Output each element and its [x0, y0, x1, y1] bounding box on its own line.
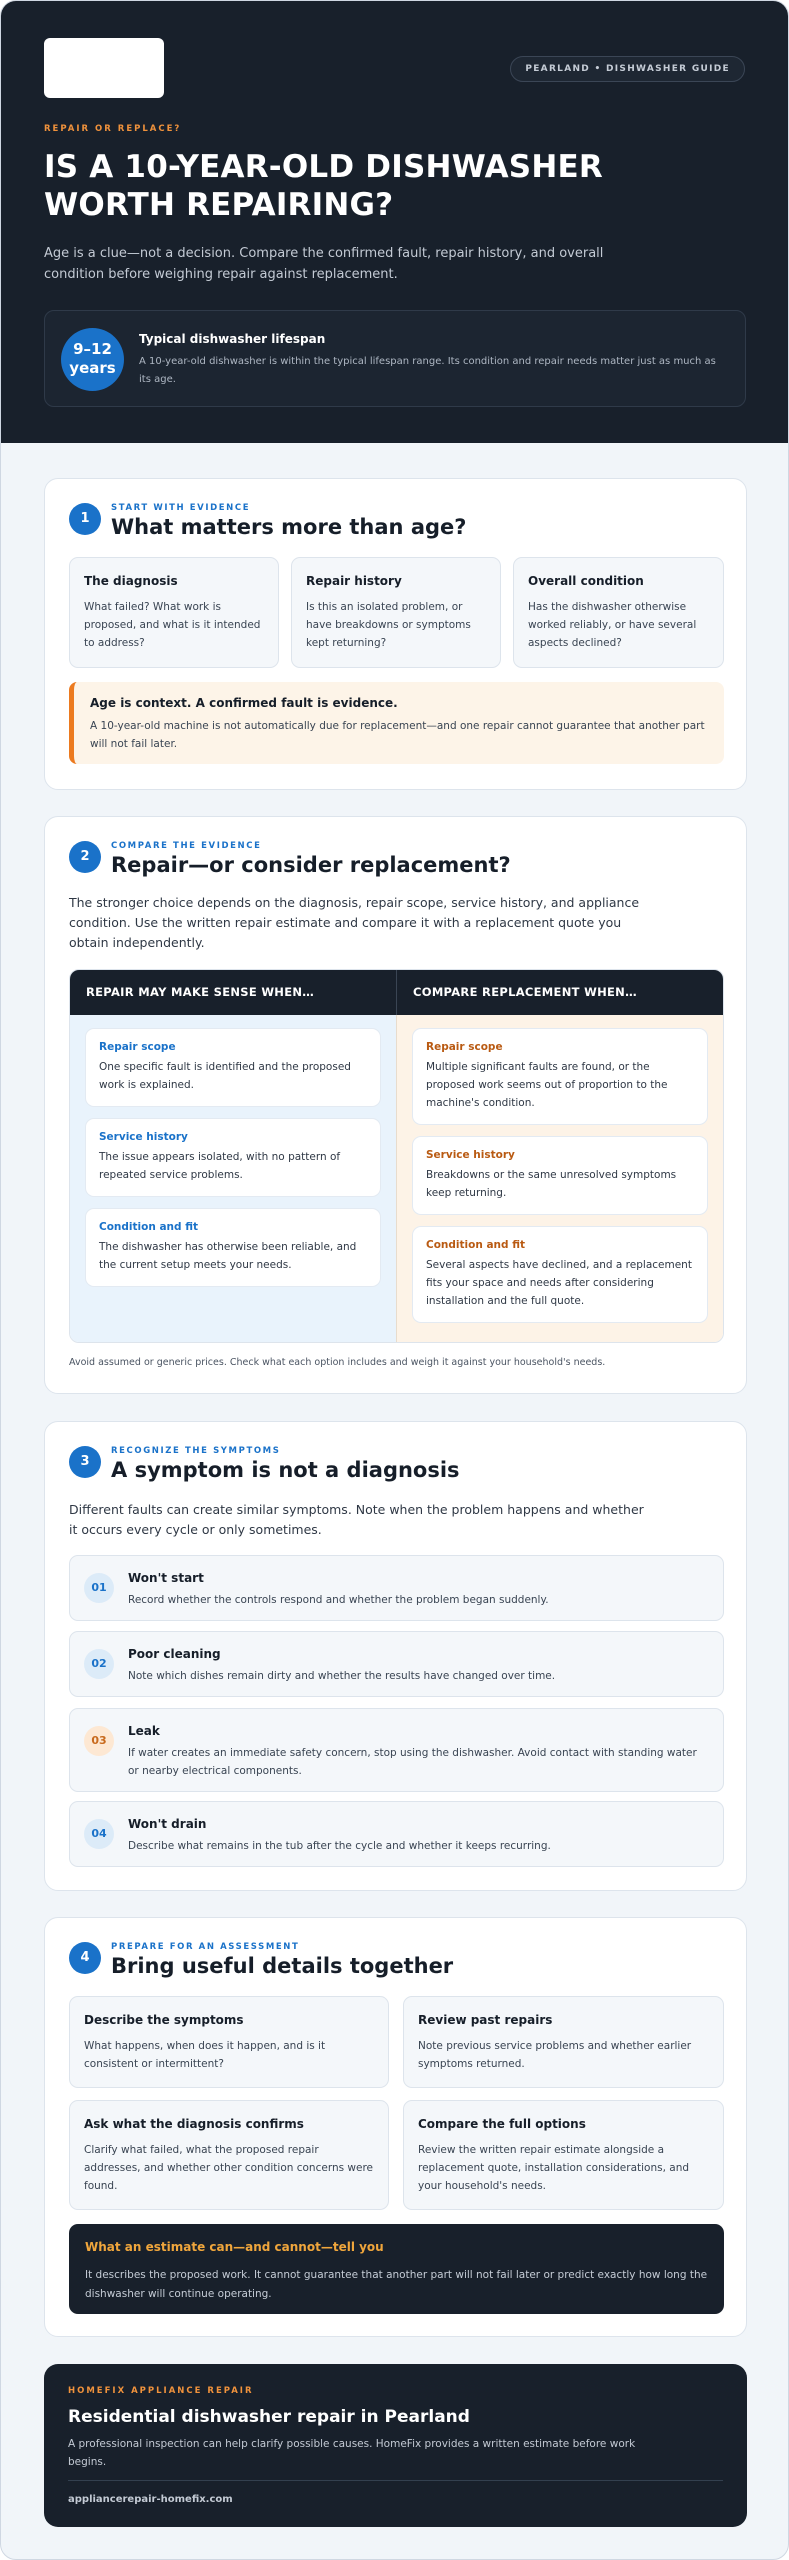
- section-eyebrow: RECOGNIZE THE SYMPTOMS: [111, 1446, 281, 1456]
- symptom-text: Note which dishes remain dirty and whether the results have changed over time.: [128, 1670, 556, 1682]
- compare-table-body: [70, 1015, 723, 1343]
- criterion-text: Breakdowns or the same unresolved symptoms keep returning.: [426, 1169, 677, 1199]
- checklist-card-text: What happens, when does it happen, and is it consistent or intermittent?: [84, 2040, 326, 2070]
- checklist-card-title: Describe the symptoms: [84, 2013, 244, 2027]
- symptom-number: 01: [84, 1573, 114, 1603]
- footer-divider: [68, 2480, 723, 2481]
- lifespan-card: [44, 310, 746, 407]
- hero-header: [1, 1, 788, 443]
- footer-title: Residential dishwasher repair in Pearland: [68, 2407, 470, 2427]
- step-number-badge: 3: [69, 1446, 101, 1478]
- checklist-card: [403, 2100, 724, 2210]
- criterion-text: Multiple significant faults are found, or the proposed work seems out of proportion to the machine's condition.: [426, 1061, 668, 1109]
- section-what-matters: [44, 478, 747, 790]
- footer-text: A professional inspection can help clarify possible causes. HomeFix provides a written estimate before work begins.: [68, 2438, 636, 2468]
- checklist-card-title: Review past repairs: [418, 2013, 553, 2027]
- checklist-card-text: Note previous service problems and whether earlier symptoms returned.: [418, 2040, 692, 2070]
- repair-criterion: [86, 1029, 380, 1106]
- evidence-card-title: The diagnosis: [84, 574, 178, 588]
- section-intro: The stronger choice depends on the diagnosis, repair scope, service history, and appliance condition. Use the written repair estimate and compare it with a replacement quote you obtain independently.: [69, 895, 640, 950]
- lifespan-badge-range: 9–12: [73, 340, 112, 358]
- evidence-card: [291, 557, 501, 668]
- compare-table: [69, 969, 724, 1343]
- section-symptoms: [44, 1421, 747, 1891]
- note-text: A 10-year-old machine is not automatically due for replacement—and one repair cannot guarantee that another part will not fail later.: [90, 720, 705, 750]
- criterion-text: Several aspects have declined, and a replacement fits your space and needs after considering installation and the full quote.: [426, 1259, 692, 1307]
- repair-column-header: REPAIR MAY MAKE SENSE WHEN…: [86, 985, 315, 999]
- symptom-item: [69, 1708, 724, 1792]
- page-title: IS A 10-YEAR-OLD DISHWASHER WORTH REPAIRING?: [44, 149, 603, 223]
- evidence-card: [513, 557, 724, 668]
- guide-pill: PEARLAND • DISHWASHER GUIDE: [510, 56, 745, 82]
- symptom-text: Record whether the controls respond and whether the problem began suddenly.: [128, 1594, 549, 1606]
- symptom-item: [69, 1801, 724, 1867]
- hero-eyebrow: REPAIR OR REPLACE?: [44, 124, 182, 134]
- website-link[interactable]: appliancerepair-homefix.com: [68, 2494, 233, 2505]
- hero-intro: Age is a clue—not a decision. Compare the confirmed fault, repair history, and overall condition before weighing repair against replacement.: [44, 246, 604, 282]
- criterion-text: The issue appears isolated, with no pattern of repeated service problems.: [99, 1151, 341, 1181]
- evidence-card-text: Is this an isolated problem, or have breakdowns or symptoms kept returning?: [306, 601, 471, 649]
- section-title: Repair—or consider replacement?: [111, 853, 511, 877]
- criterion-title: Repair scope: [426, 1041, 503, 1053]
- symptom-number: 04: [84, 1819, 114, 1849]
- checklist-card: [69, 1996, 389, 2088]
- section-title: A symptom is not a diagnosis: [111, 1458, 460, 1482]
- criterion-text: The dishwasher has otherwise been reliable, and the current setup meets your needs.: [99, 1241, 357, 1271]
- symptom-title: Poor cleaning: [128, 1647, 221, 1661]
- evidence-card-text: What failed? What work is proposed, and what is it intended to address?: [84, 601, 261, 649]
- evidence-card: [69, 557, 279, 668]
- checklist-card-text: Review the written repair estimate alongside a replacement quote, installation considerations, and your household's needs.: [418, 2144, 690, 2192]
- section-eyebrow: PREPARE FOR AN ASSESSMENT: [111, 1942, 300, 1952]
- repair-column: [70, 1015, 396, 1343]
- lifespan-badge: [61, 328, 124, 391]
- replace-column-header: COMPARE REPLACEMENT WHEN…: [396, 970, 723, 1015]
- section-title: Bring useful details together: [111, 1954, 454, 1978]
- symptom-title: Leak: [128, 1724, 160, 1738]
- footer-cta: [44, 2364, 747, 2527]
- checklist-card: [403, 1996, 724, 2088]
- lifespan-title: Typical dishwasher lifespan: [139, 332, 326, 346]
- brand-logo[interactable]: [44, 38, 164, 98]
- replace-column: [396, 1015, 723, 1343]
- note-title: Age is context. A confirmed fault is evidence.: [90, 696, 398, 710]
- evidence-card-title: Repair history: [306, 574, 402, 588]
- section-compare: [44, 816, 747, 1394]
- section-title: What matters more than age?: [111, 515, 467, 539]
- estimate-title: What an estimate can—and cannot—tell you: [85, 2240, 384, 2254]
- estimate-note: [69, 2224, 724, 2314]
- lifespan-badge-unit: years: [69, 359, 116, 377]
- footer-eyebrow: HOMEFIX APPLIANCE REPAIR: [68, 2386, 254, 2396]
- symptom-item: [69, 1555, 724, 1621]
- symptom-text: If water creates an immediate safety concern, stop using the dishwasher. Avoid contact with standing water or nearby electrical components.: [128, 1747, 697, 1777]
- pricing-footnote: Avoid assumed or generic prices. Check what each option includes and weigh it against your household's needs.: [69, 1357, 606, 1368]
- section-eyebrow: START WITH EVIDENCE: [111, 503, 251, 513]
- symptom-number: 03: [84, 1726, 114, 1756]
- checklist-card: [69, 2100, 389, 2210]
- repair-criterion: [86, 1119, 380, 1196]
- evidence-card-title: Overall condition: [528, 574, 644, 588]
- section-eyebrow: COMPARE THE EVIDENCE: [111, 841, 262, 851]
- section-prepare: [44, 1917, 747, 2337]
- criterion-title: Service history: [99, 1131, 188, 1143]
- criterion-title: Condition and fit: [99, 1221, 199, 1233]
- symptom-title: Won't drain: [128, 1817, 207, 1831]
- checklist-card-title: Compare the full options: [418, 2117, 586, 2131]
- symptom-item: [69, 1631, 724, 1697]
- estimate-text: It describes the proposed work. It cannot guarantee that another part will not fail later or predict exactly how long the dishwasher will continue operating.: [85, 2269, 708, 2300]
- compare-table-header: [70, 970, 723, 1015]
- criterion-title: Service history: [426, 1149, 515, 1161]
- checklist-card-title: Ask what the diagnosis confirms: [84, 2117, 304, 2131]
- symptom-text: Describe what remains in the tub after the cycle and whether it keeps recurring.: [128, 1840, 551, 1852]
- criterion-text: One specific fault is identified and the proposed work is explained.: [99, 1061, 351, 1091]
- lifespan-text: A 10-year-old dishwasher is within the typical lifespan range. Its condition and repair needs matter just as much as its age.: [139, 356, 716, 385]
- replace-criterion: [413, 1029, 707, 1124]
- repair-criterion: [86, 1209, 380, 1286]
- age-context-note: [69, 682, 724, 764]
- criterion-title: Condition and fit: [426, 1239, 526, 1251]
- evidence-card-text: Has the dishwasher otherwise worked reliably, or have several aspects declined?: [528, 601, 697, 649]
- checklist-card-text: Clarify what failed, what the proposed repair addresses, and whether other condition concerns were found.: [84, 2144, 374, 2192]
- step-number-badge: 4: [69, 1942, 101, 1974]
- criterion-title: Repair scope: [99, 1041, 176, 1053]
- section-intro: Different faults can create similar symptoms. Note when the problem happens and whether it occurs every cycle or only sometimes.: [69, 1502, 644, 1537]
- symptom-number: 02: [84, 1649, 114, 1679]
- replace-criterion: [413, 1137, 707, 1214]
- replace-criterion: [413, 1227, 707, 1322]
- step-number-badge: 1: [69, 503, 101, 535]
- symptom-title: Won't start: [128, 1571, 204, 1585]
- step-number-badge: 2: [69, 841, 101, 873]
